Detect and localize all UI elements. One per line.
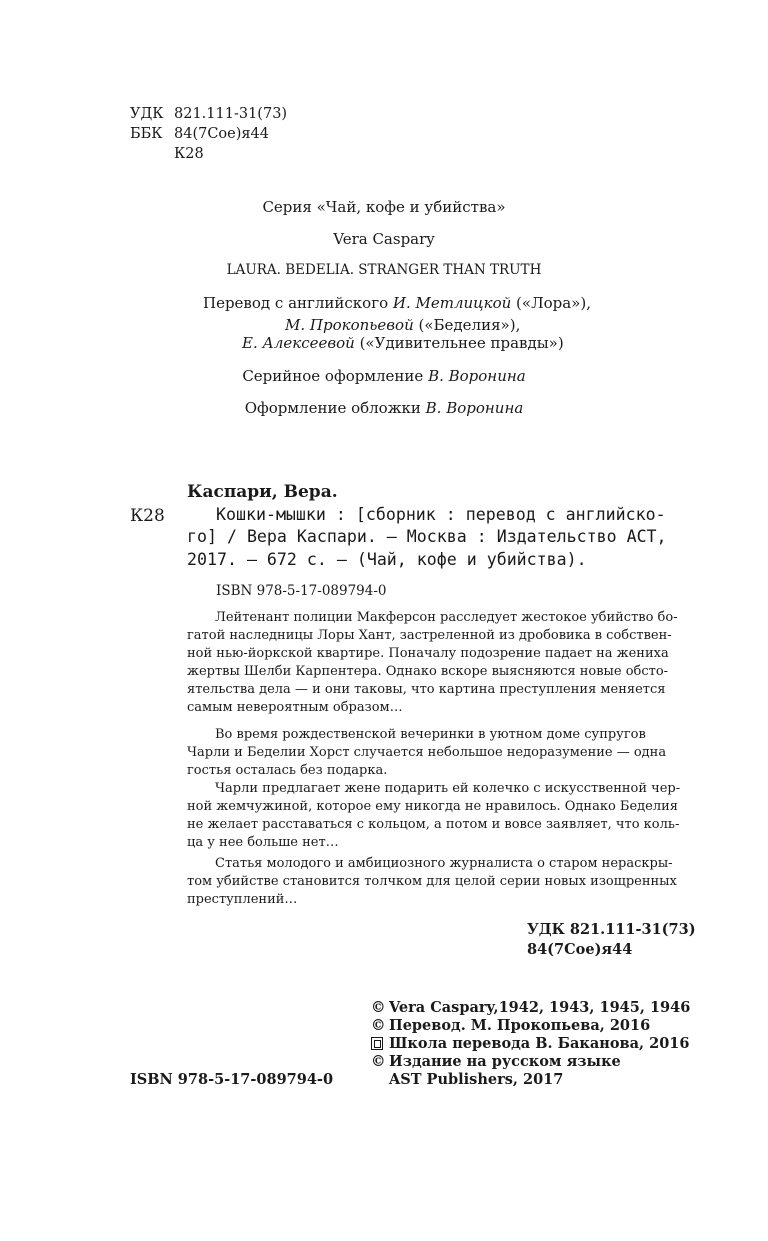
abstract-line: ца у нее больше нет… [187, 835, 339, 850]
udk-value: 821.111-31(73) [174, 106, 288, 122]
copyright-row [371, 999, 690, 1017]
series-title: Серия «Чай, кофе и убийства» [262, 198, 506, 216]
school-logo-icon [371, 1037, 383, 1050]
record-line-3: 2017. — 672 с. — (Чай, кофе и убийства). [187, 550, 587, 569]
abstract-line: преступлений… [187, 892, 298, 907]
translator-work-2: («Беделия»), [413, 316, 521, 334]
translator-name-3: Е. Алексеевой [242, 334, 355, 352]
abstract-line: ятельства дела — и они таковы, что картина преступления меняется [187, 682, 666, 697]
abstract-line: гостья осталась без подарка. [187, 763, 388, 778]
copyright-symbol: © [371, 999, 386, 1016]
copyright-text: Издание на русском языке [389, 1053, 621, 1070]
series-design-name: В. Воронина [428, 367, 526, 385]
copyright-symbol: © [371, 1017, 386, 1034]
translator-name-2: М. Прокопьевой [285, 316, 414, 334]
abstract-paragraph-4 [187, 855, 690, 909]
abstract-line: Чарли и Беделии Хорст случается небольшое недоразумение — одна [187, 745, 667, 760]
record-line-1: Кошки-мышки : [сборник : перевод с английско- [216, 505, 666, 524]
udk-bottom-line-1: УДК 821.111-31(73) [527, 921, 696, 938]
abstract-line: ной нью-йоркской квартире. Поначалу подозрение падает на жениха [187, 646, 669, 661]
original-titles: LAURA. BEDELIA. STRANGER THAN TRUTH [226, 262, 542, 278]
record-line-2: го] / Вера Каспари. — Москва : Издательство АСТ, [187, 527, 667, 546]
author-mark: К28 [174, 146, 204, 162]
series-design-credit [0, 367, 768, 385]
record-author: Каспари, Вера. [187, 482, 338, 502]
abstract-line: не желает расставаться с кольцом, а потом и вовсе заявляет, что коль- [187, 817, 680, 832]
author-english: Vera Caspary [333, 230, 435, 248]
series-design-prefix: Серийное оформление [242, 367, 429, 385]
abstract-line: том убийстве становится толчком для целой серии новых изощренных [187, 874, 677, 889]
record-isbn: ISBN 978-5-17-089794-0 [216, 583, 387, 599]
copyright-row [371, 1035, 690, 1053]
translator-line-3 [242, 334, 564, 352]
bbk-label: ББК [130, 126, 163, 142]
udk-label: УДК [130, 106, 164, 122]
copyright-text: Vera Caspary,1942, 1943, 1945, 1946 [389, 999, 691, 1016]
record-code: К28 [130, 506, 165, 526]
translator-name-1: И. Метлицкой [392, 294, 512, 312]
udk-bottom-line-2: 84(7Сое)я44 [527, 941, 633, 958]
abstract-line: ной жемчужиной, которое ему никогда не нравилось. Однако Беделия [187, 799, 678, 814]
abstract-paragraph-1 [187, 609, 690, 717]
copyright-text: Перевод. М. Прокопьева, 2016 [389, 1017, 651, 1034]
copyright-symbol: © [371, 1053, 386, 1070]
abstract-line: гатой наследницы Лоры Хант, застреленной из дробовика в собствен- [187, 628, 672, 643]
abstract-line: самым невероятным образом… [187, 700, 403, 715]
copyright-text: AST Publishers, 2017 [389, 1071, 564, 1088]
copyright-row [371, 1053, 690, 1071]
abstract-line: Чарли предлагает жене подарить ей колечко с искусственной чер- [215, 781, 681, 796]
abstract-line: Лейтенант полиции Макферсон расследует жестокое убийство бо- [215, 610, 678, 625]
abstract-line: жертвы Шелби Карпентера. Однако вскоре выясняются новые обсто- [187, 664, 669, 679]
abstract-line: Статья молодого и амбициозного журналиста о старом нераскры- [215, 856, 673, 871]
translator-work-1: («Лора»), [511, 294, 591, 312]
translator-line-1 [203, 294, 591, 312]
cover-design-prefix: Оформление обложки [244, 399, 426, 417]
copyright-row [371, 1017, 690, 1035]
cover-design-name: В. Воронина [425, 399, 524, 417]
copyright-row [371, 1071, 690, 1089]
copyright-block [371, 999, 690, 1089]
bbk-value: 84(7Сое)я44 [174, 126, 269, 142]
isbn-bottom: ISBN 978-5-17-089794-0 [130, 1071, 334, 1088]
translator-line-2 [285, 316, 520, 334]
abstract-paragraph-2 [187, 726, 690, 852]
cover-design-credit [0, 399, 768, 417]
copyright-text: Школа перевода В. Баканова, 2016 [389, 1035, 690, 1052]
translator-prefix: Перевод с английского [203, 294, 393, 312]
translator-work-3: («Удивительнее правды») [354, 334, 564, 352]
abstract-line: Во время рождественской вечеринки в уютном доме супругов [215, 727, 646, 742]
